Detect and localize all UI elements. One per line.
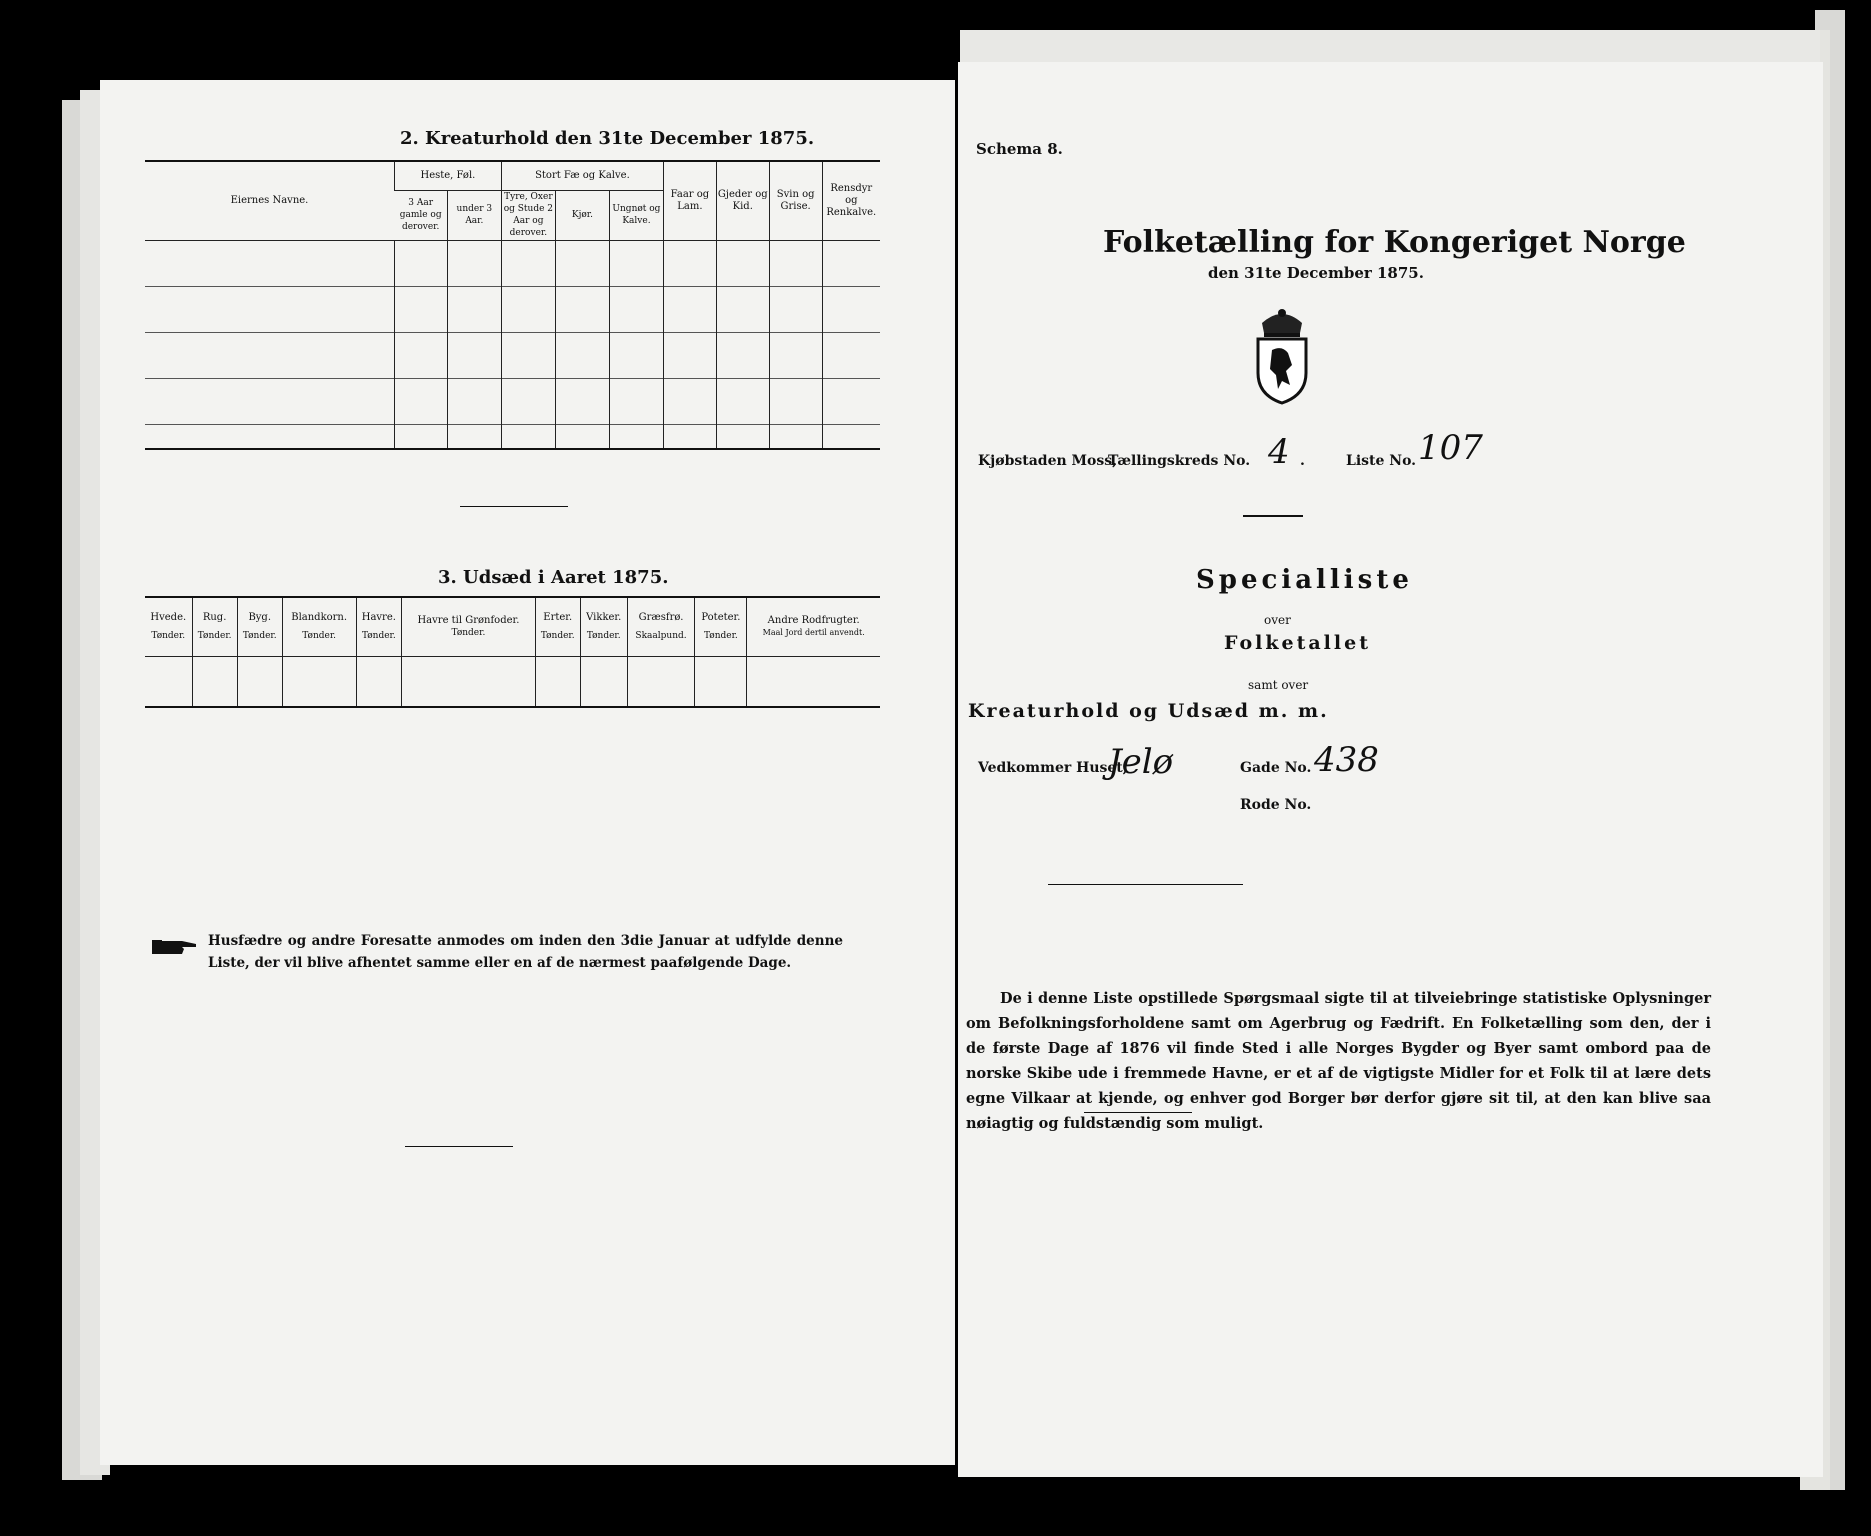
col-graesfro [627, 598, 695, 656]
col-hvede [145, 598, 192, 656]
pointing-hand-icon [152, 936, 198, 958]
table-row [145, 240, 880, 286]
rensdyr-header: Rensdyr og Renkalve. [822, 162, 880, 240]
poteter-name: Poteter. [701, 611, 741, 623]
andre-rodfrugter-unit: Maal Jord dertil anvendt. [762, 627, 865, 637]
stort-sub-3: Ungnøt og Kalve. [609, 190, 663, 240]
heste-sub-2: under 3 Aar. [447, 190, 501, 240]
col-havre-gronfoder [402, 598, 536, 656]
stort-sub-2: Kjør. [555, 190, 609, 240]
hvede-unit: Tønder. [151, 630, 186, 641]
erter-unit: Tønder. [540, 630, 575, 641]
byg-unit: Tønder. [242, 630, 277, 641]
vikker-name: Vikker. [586, 611, 622, 623]
col-blandkorn [282, 598, 356, 656]
blandkorn-unit: Tønder. [302, 630, 337, 641]
gade-value: 438 [1314, 740, 1379, 780]
liste-value: 107 [1418, 428, 1483, 468]
livestock-table [145, 162, 880, 448]
graesfro-unit: Skaalpund. [635, 630, 687, 641]
liste-label: Liste No. [1346, 453, 1417, 469]
hvede-name: Hvede. [150, 611, 187, 623]
street-value: Jelø [1108, 742, 1174, 782]
byg-name: Byg. [248, 611, 272, 623]
andre-rodfrugter-name: Andre Rodfrugter. [767, 614, 860, 626]
left-page [100, 80, 955, 1465]
stort-sub-1: Tyre, Oxer og Stude 2 Aar og derover. [501, 190, 555, 240]
long-divider [1048, 884, 1243, 885]
short-divider-4 [1084, 1112, 1192, 1113]
specialliste-heading: Specialliste [1196, 565, 1413, 595]
census-date: den 31te December 1875. [1208, 264, 1424, 282]
kreds-dot: . [1300, 453, 1305, 469]
col-havre [356, 598, 402, 656]
table-row [145, 656, 880, 706]
kreaturhold-heading: Kreaturhold og Udsæd m. m. [968, 700, 1329, 722]
table-row [145, 332, 880, 378]
havre-gronfoder-unit: Tønder. [451, 627, 486, 638]
heste-sub-1: 3 Aar gamle og derover. [394, 190, 447, 240]
table-row [145, 379, 880, 425]
table-row [145, 425, 880, 448]
table-row [145, 286, 880, 332]
seed-table [145, 598, 880, 706]
vikker-unit: Tønder. [586, 630, 621, 641]
folketallet-heading: Folketallet [1224, 632, 1371, 654]
col-erter [535, 598, 580, 656]
vedkommer-label: Vedkommer Huset, [978, 760, 1128, 776]
short-divider-3 [1243, 515, 1303, 517]
main-heading: Folketælling for Kongeriget Norge [1103, 225, 1686, 260]
kreds-label: Tællingskreds No. [1108, 453, 1251, 469]
graesfro-name: Græsfrø. [638, 611, 684, 623]
rode-label: Rode No. [1240, 797, 1312, 813]
svin-header: Svin og Grise. [769, 162, 822, 240]
poteter-unit: Tønder. [703, 630, 738, 641]
kjobstaden-label: Kjøbstaden Moss, [978, 453, 1118, 469]
rug-unit: Tønder. [197, 630, 232, 641]
short-divider-1 [460, 506, 568, 507]
blandkorn-name: Blandkorn. [291, 611, 348, 623]
notice-text: Husfædre og andre Foresatte anmodes om inden den 3die Januar at udfylde denne Liste, der vil blive afhentet samme eller en af de nærmest paafølgende Dage. [208, 933, 843, 971]
short-divider-2 [405, 1146, 513, 1147]
havre-gronfoder-name: Havre til Grønfoder. [417, 614, 520, 626]
col-poteter [695, 598, 747, 656]
section3-bottom-rule [145, 706, 880, 708]
samt-over-label: samt over [1248, 678, 1309, 692]
col-byg [237, 598, 282, 656]
col-andre-rodfrugter [747, 598, 880, 656]
right-page [958, 62, 1823, 1477]
schema-label: Schema 8. [976, 140, 1063, 158]
section2-title: 2. Kreaturhold den 31te December 1875. [400, 128, 815, 149]
gade-label: Gade No. [1240, 760, 1312, 776]
havre-unit: Tønder. [361, 630, 396, 641]
section2-bottom-rule [145, 448, 880, 450]
stort-fae-header: Stort Fæ og Kalve. [501, 162, 663, 190]
section3-title: 3. Udsæd i Aaret 1875. [438, 567, 669, 588]
faar-header: Faar og Lam. [663, 162, 716, 240]
over-label: over [1264, 613, 1291, 627]
owner-names-header: Eiernes Navne. [145, 162, 394, 240]
erter-name: Erter. [543, 611, 573, 623]
coat-of-arms-icon [1252, 305, 1312, 405]
havre-name: Havre. [361, 611, 396, 623]
heste-header: Heste, Føl. [394, 162, 501, 190]
col-rug [192, 598, 237, 656]
info-paragraph: De i denne Liste opstillede Spørgsmaal sigte til at tilveiebringe statistiske Oplysninger om Befolkningsforholdene samt om Agerbrug og Fædrift. En Folketælling som den, der i de første Dage af 1876 vil finde Sted i alle Norges Bygder og Byer samt ombord paa de norske Skibe ude i fremmede Havne, er et af de vigtigste Midler for et Folk til at lære dets egne Vilkaar at kjende, og enhver god Borger bør derfor gjøre sit til, at den kan blive saa nøiagtig og fuldstændig som muligt. [966, 990, 1711, 1132]
rug-name: Rug. [202, 611, 227, 623]
gjeder-header: Gjeder og Kid. [716, 162, 769, 240]
kreds-value: 4 [1268, 432, 1290, 472]
col-vikker [580, 598, 627, 656]
